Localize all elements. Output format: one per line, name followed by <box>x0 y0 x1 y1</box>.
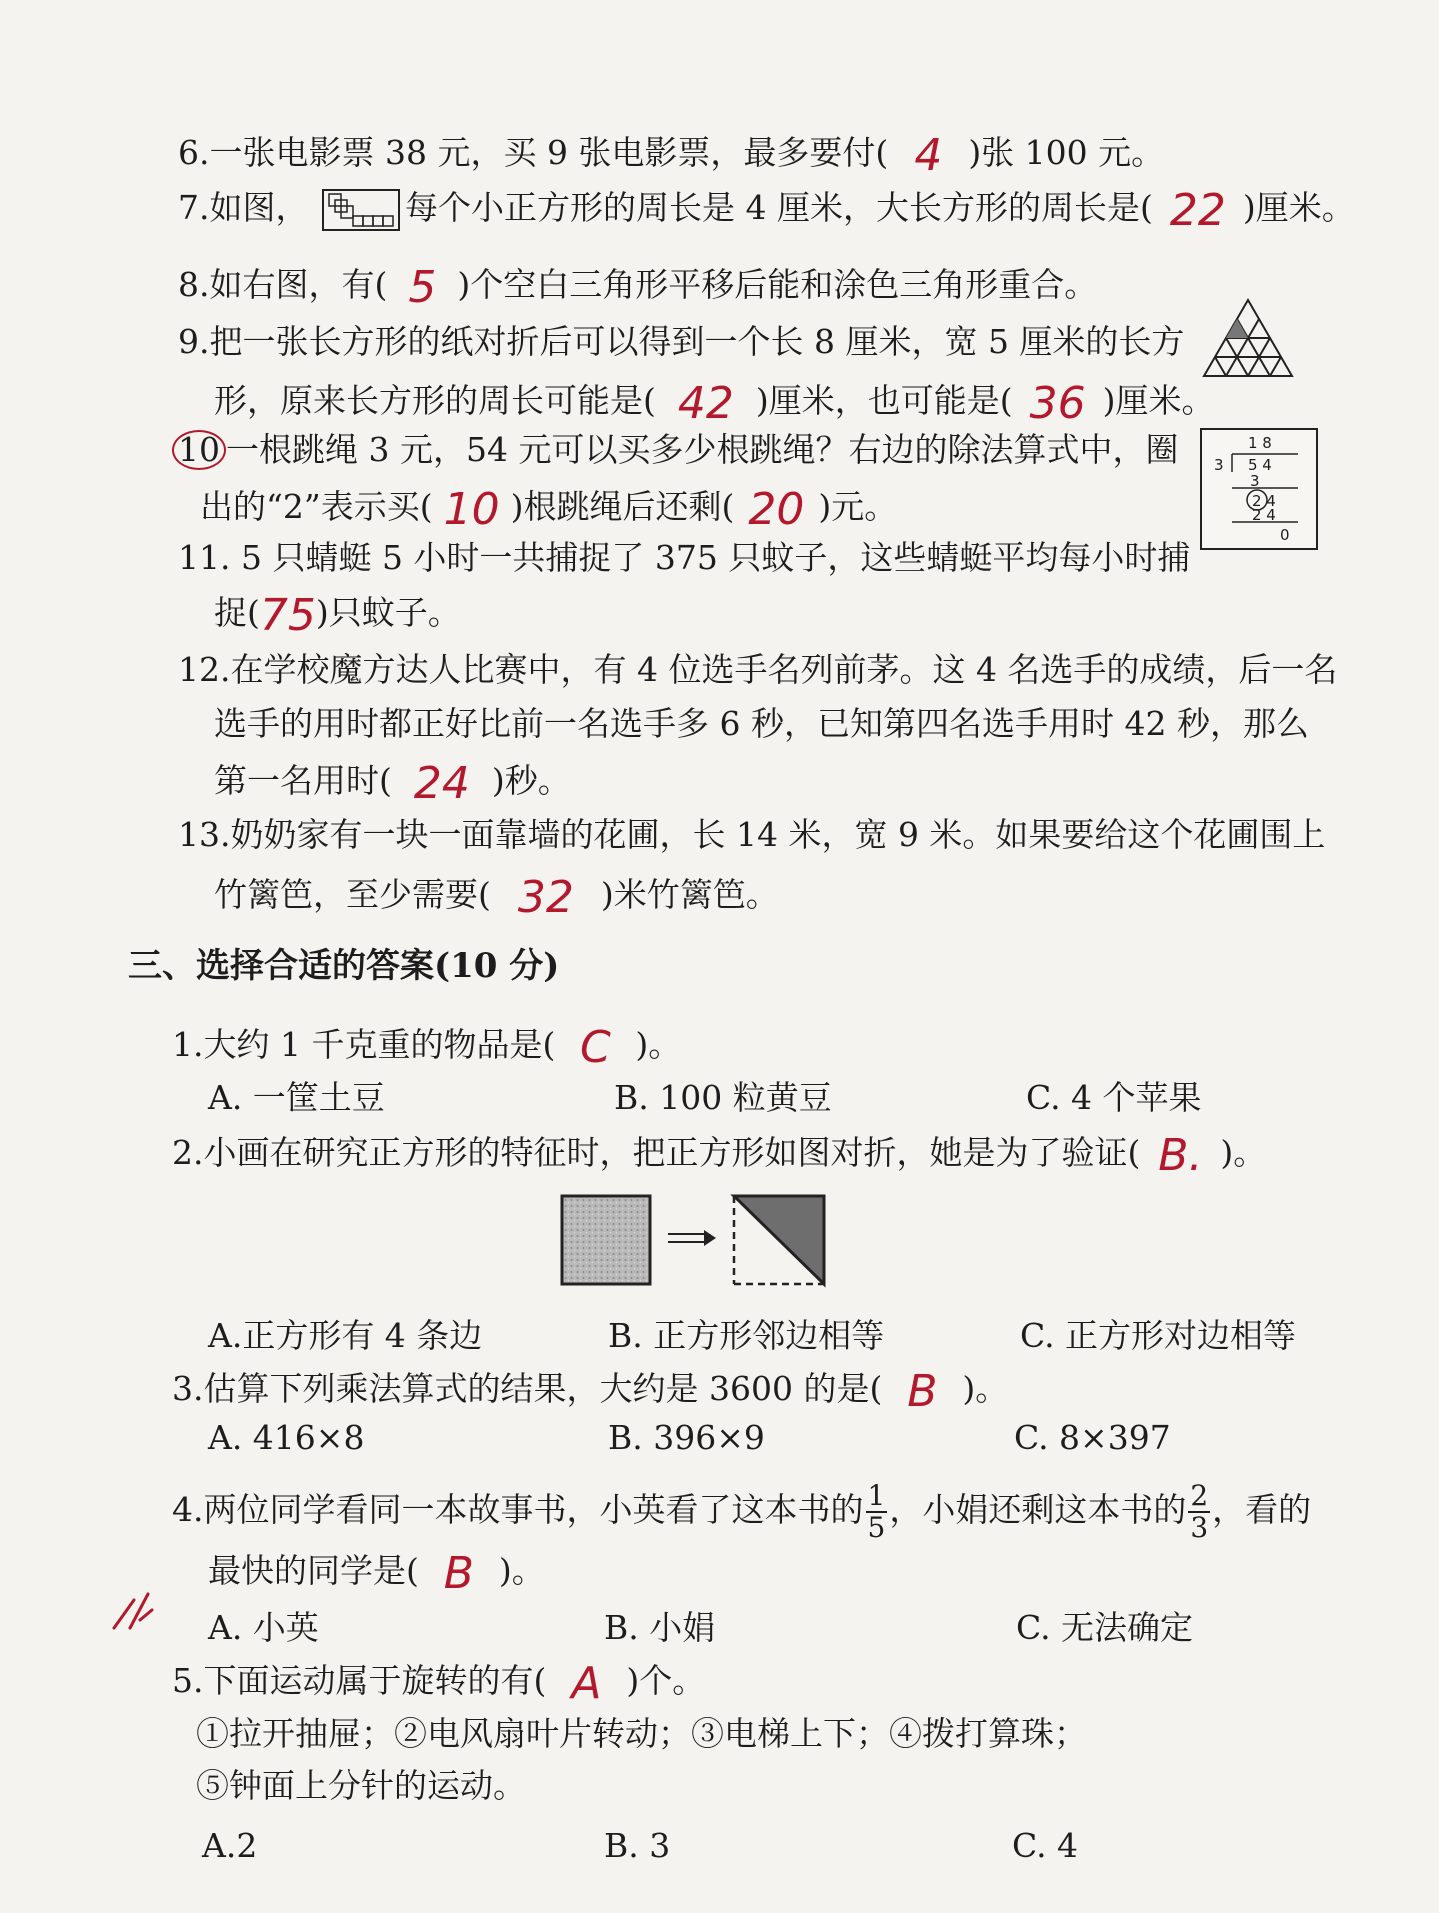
mc4-option-a: A. 小英 <box>208 1608 319 1647</box>
q11-text-end: )只蚊子。 <box>315 593 461 632</box>
q7-text-2: 每个小正方形的周长是 4 厘米，大长方形的周长是( <box>405 188 1153 227</box>
mc5-answer: A <box>571 1658 602 1709</box>
question-9-line-1 <box>178 322 1184 362</box>
mc4-stem: 4.两位同学看同一本故事书，小英看了这本书的 <box>172 1490 864 1529</box>
mc4-stem-end: ，看的 <box>1212 1490 1312 1529</box>
mc4-stem-mid: ，小娟还剩这本书的 <box>889 1490 1187 1529</box>
circled-4: ④ <box>889 1714 922 1753</box>
question-11-line-2 <box>214 590 461 641</box>
circled-1: ① <box>196 1714 229 1753</box>
mc3-option-a: A. 416×8 <box>208 1418 365 1457</box>
mc4-answer: B <box>443 1548 474 1599</box>
q7-answer: 22 <box>1169 185 1226 236</box>
section-3-title: 三、选择合适的答案(10 分) <box>128 946 560 986</box>
division-dividend: 5 4 <box>1248 456 1272 474</box>
division-step-2: 2 4 <box>1252 492 1276 510</box>
mc2-answer: B. <box>1158 1130 1203 1181</box>
q10-number-circled-red: 10 <box>172 430 226 470</box>
question-11-line-1 <box>178 538 1190 578</box>
mc-question-5 <box>172 1658 706 1709</box>
mc5-items-line-1 <box>196 1714 1087 1754</box>
question-10-line-1 <box>172 430 1178 470</box>
red-pencil-mark <box>104 1580 164 1640</box>
mc5-item-4: 拨打算珠； <box>922 1714 1087 1753</box>
q9-text: 9.把一张长方形的纸对折后可以得到一个长 8 厘米，宽 5 厘米的长方 <box>178 322 1185 361</box>
mc1-answer: C <box>579 1022 611 1073</box>
mc2-option-a: A.正方形有 4 条边 <box>208 1316 483 1355</box>
mc5-stem: 5.下面运动属于旋转的有( <box>172 1661 547 1700</box>
division-quotient: 1 8 <box>1248 434 1272 452</box>
division-remainder: 0 <box>1280 526 1290 544</box>
mc3-option-b: B. 396×9 <box>608 1418 765 1457</box>
q12-text: 12.在学校魔方达人比赛中，有 4 位选手名列前茅。这 4 名选手的成绩，后一名 <box>178 650 1338 689</box>
q13-text-2: 竹篱笆，至少需要( <box>214 875 491 914</box>
question-8 <box>178 262 1098 313</box>
question-7 <box>178 185 1355 234</box>
fraction-one-fifth: $\frac{1}{5}$ <box>867 1479 886 1544</box>
mc5-option-a: A.2 <box>202 1826 258 1865</box>
q10-answer-1: 10 <box>443 484 500 535</box>
mc-question-3 <box>172 1366 1009 1417</box>
mc-question-2 <box>172 1130 1267 1181</box>
q12-text-end: )秒。 <box>491 761 571 800</box>
mc4-stem-2: 最快的同学是( <box>208 1551 419 1590</box>
triangle-grid-figure <box>1200 298 1296 380</box>
mc4-stem-2-end: )。 <box>498 1551 545 1590</box>
q8-text-end: )个空白三角形平移后能和涂色三角形重合。 <box>457 265 1098 304</box>
question-12-line-2 <box>214 704 1309 744</box>
q9-answer-1: 42 <box>677 378 734 429</box>
division-step-3: 2 4 <box>1252 506 1276 524</box>
q11-text: 11. 5 只蜻蜓 5 小时一共捕捉了 375 只蚊子，这些蜻蜓平均每小时捕 <box>178 538 1191 577</box>
q12-text-2: 选手的用时都正好比前一名选手多 6 秒，已知第四名选手用时 42 秒，那么 <box>214 704 1309 743</box>
mc4-option-b: B. 小娟 <box>604 1608 716 1647</box>
q6-answer: 4 <box>914 130 943 181</box>
circled-5: ⑤ <box>196 1766 229 1805</box>
mc3-stem-end: )。 <box>962 1369 1009 1408</box>
q11-answer: 75 <box>259 590 316 641</box>
division-divisor: 3 <box>1214 456 1224 474</box>
division-step-1: 3 <box>1250 472 1260 490</box>
q10-answer-2: 20 <box>748 484 805 535</box>
mc1-stem-end: )。 <box>635 1025 682 1064</box>
mc5-option-b: B. 3 <box>604 1826 671 1865</box>
q10-text-end: )元。 <box>818 487 898 526</box>
square-folding-figure <box>558 1192 858 1288</box>
mc2-option-c: C. 正方形对边相等 <box>1020 1316 1297 1355</box>
mc2-stem-end: )。 <box>1220 1133 1267 1172</box>
question-9-line-2 <box>214 378 1215 429</box>
mc-question-4-line-1 <box>172 1480 1311 1543</box>
rectangle-grid-figure <box>321 186 403 234</box>
q12-answer: 24 <box>413 758 470 809</box>
q10-text-mid: )根跳绳后还剩( <box>510 487 735 526</box>
mc4-option-c: C. 无法确定 <box>1016 1608 1194 1647</box>
q11-text-2: 捉( <box>214 593 260 632</box>
question-12-line-1 <box>178 650 1337 690</box>
mc5-items-line-2 <box>196 1766 526 1806</box>
mc5-stem-end: )个。 <box>626 1661 706 1700</box>
mc1-stem: 1.大约 1 千克重的物品是( <box>172 1025 556 1064</box>
q12-text-3: 第一名用时( <box>214 761 392 800</box>
long-division-figure <box>1200 428 1318 550</box>
mc1-option-c: C. 4 个苹果 <box>1026 1078 1202 1117</box>
question-12-line-3 <box>214 758 571 809</box>
q8-text: 8.如右图，有( <box>178 265 388 304</box>
mc2-option-b: B. 正方形邻边相等 <box>608 1316 885 1355</box>
q8-answer: 5 <box>408 262 437 313</box>
q13-text: 13.奶奶家有一块一面靠墙的花圃，长 14 米，宽 9 米。如果要给这个花圃围上 <box>178 815 1326 854</box>
mc-question-4-line-2 <box>208 1548 545 1599</box>
q9-text-end: )厘米。 <box>1102 381 1215 420</box>
mc3-option-c: C. 8×397 <box>1014 1418 1171 1457</box>
q6-text-end: )张 100 元。 <box>968 133 1165 172</box>
circled-2: ② <box>394 1714 427 1753</box>
mc5-item-5: 钟面上分针的运动。 <box>229 1766 526 1805</box>
q9-text-2: 形，原来长方形的周长可能是( <box>214 381 656 420</box>
mc2-stem: 2.小画在研究正方形的特征时，把正方形如图对折，她是为了验证( <box>172 1133 1141 1172</box>
mc5-item-2: 电风扇叶片转动； <box>427 1714 691 1753</box>
mc-question-1 <box>172 1022 682 1073</box>
mc5-item-1: 拉开抽屉； <box>229 1714 394 1753</box>
q9-text-mid: )厘米，也可能是( <box>755 381 1013 420</box>
q10-text: 一根跳绳 3 元，54 元可以买多少根跳绳？右边的除法算式中，圈 <box>226 430 1179 469</box>
fraction-two-thirds: $\frac{2}{3}$ <box>1190 1479 1209 1544</box>
q10-text-2: 出的“2”表示买( <box>200 487 433 526</box>
mc5-item-3: 电梯上下； <box>724 1714 889 1753</box>
question-13-line-1 <box>178 815 1325 855</box>
mc3-answer: B <box>907 1366 938 1417</box>
q9-answer-2: 36 <box>1029 378 1086 429</box>
q6-text: 6.一张电影票 38 元，买 9 张电影票，最多要付( <box>178 133 889 172</box>
mc3-stem: 3.估算下列乘法算式的结果，大约是 3600 的是( <box>172 1369 883 1408</box>
question-10-line-2 <box>200 484 898 535</box>
circled-3: ③ <box>691 1714 724 1753</box>
q7-text-end: )厘米。 <box>1242 188 1355 227</box>
mc1-option-b: B. 100 粒黄豆 <box>614 1078 832 1117</box>
question-13-line-2 <box>214 872 779 923</box>
mc1-option-a: A. 一筐土豆 <box>208 1078 385 1117</box>
mc5-option-c: C. 4 <box>1012 1826 1079 1865</box>
q13-text-end: )米竹篱笆。 <box>600 875 779 914</box>
q7-text: 7.如图， <box>178 188 309 227</box>
question-6 <box>178 130 1165 181</box>
q13-answer: 32 <box>517 872 574 923</box>
